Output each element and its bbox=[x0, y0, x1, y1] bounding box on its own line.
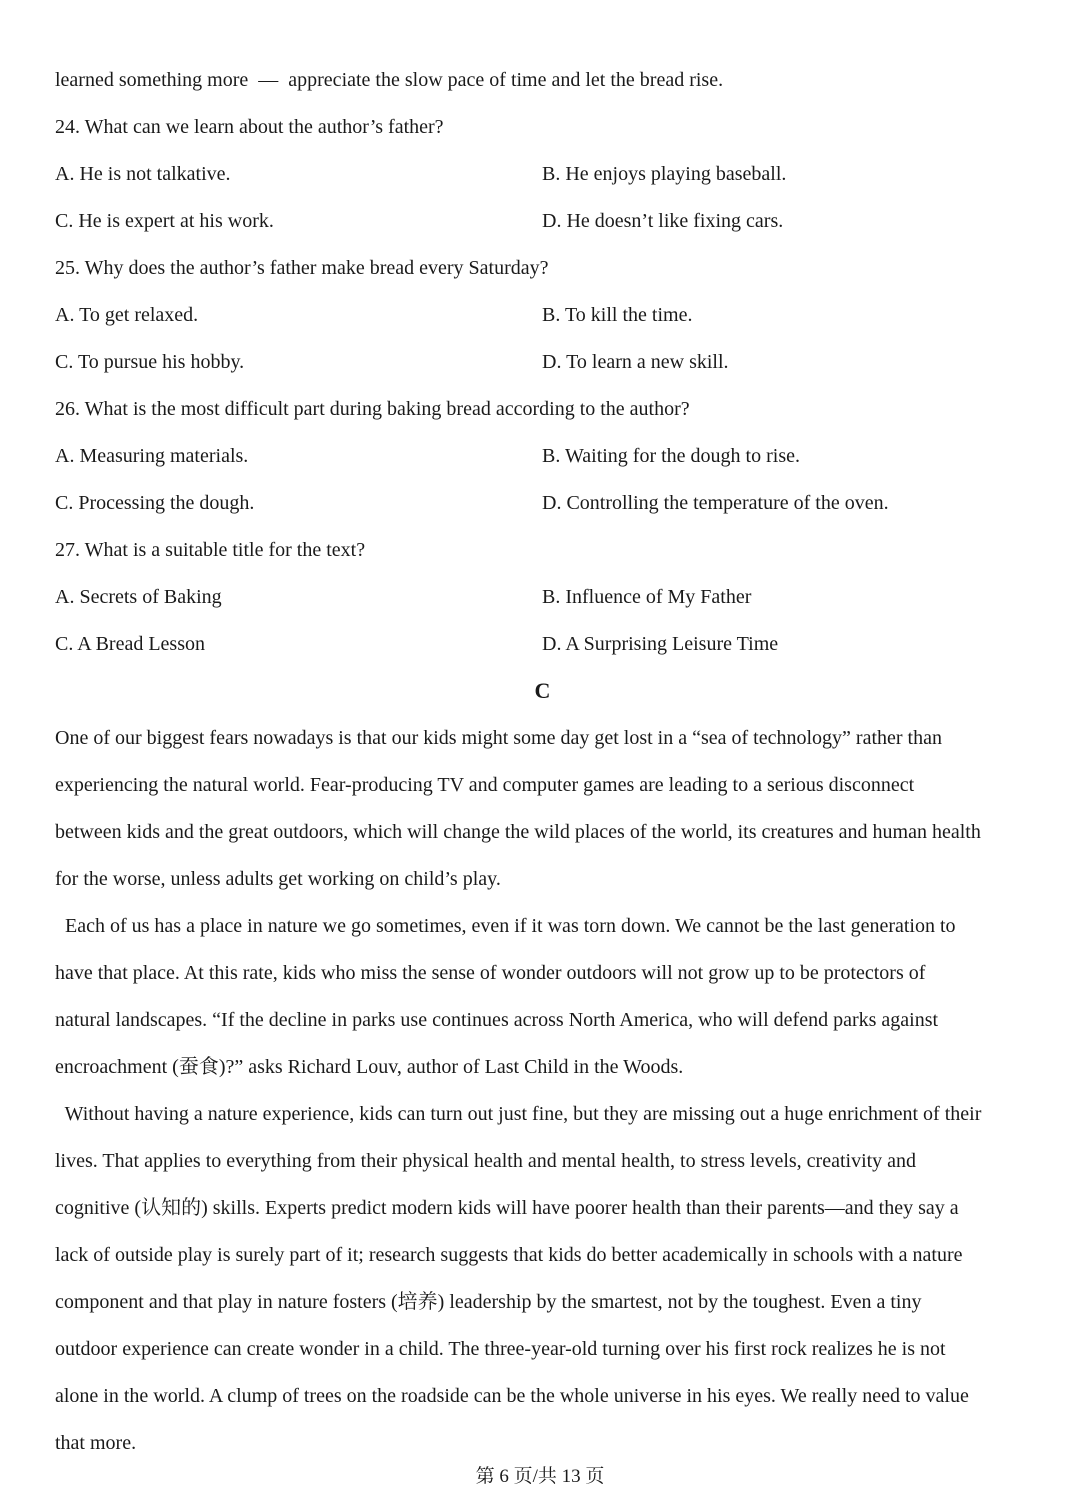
passage-line: have that place. At this rate, kids who miss the sense of wonder outdoors will not grow up to be protectors of bbox=[55, 962, 926, 984]
passage-line: outdoor experience can create wonder in a child. The three-year-old turning over his first rock realizes he is not bbox=[55, 1338, 946, 1360]
question-26-option-a: A. Measuring materials. bbox=[55, 445, 249, 467]
question-25-option-a: A. To get relaxed. bbox=[55, 304, 199, 326]
passage-line: Each of us has a place in nature we go sometimes, even if it was torn down. We cannot be the last generation to bbox=[55, 915, 956, 937]
passage-line: Without having a nature experience, kids can turn out just fine, but they are missing out a huge enrichment of their bbox=[55, 1103, 982, 1125]
question-27-option-b: B. Influence of My Father bbox=[542, 586, 752, 608]
question-24-option-d: D. He doesn’t like fixing cars. bbox=[542, 210, 784, 232]
section-heading: C bbox=[534, 678, 551, 703]
question-25-option-c: C. To pursue his hobby. bbox=[55, 351, 245, 373]
passage-line: between kids and the great outdoors, which will change the wild places of the world, its creatures and human health bbox=[55, 821, 981, 843]
question-27-option-d: D. A Surprising Leisure Time bbox=[542, 633, 779, 655]
question-27-option-c: C. A Bread Lesson bbox=[55, 633, 205, 655]
question-26-stem: 26. What is the most difficult part during baking bread according to the author? bbox=[55, 398, 690, 420]
passage-b-tail: learned something more — appreciate the slow pace of time and let the bread rise. bbox=[55, 69, 724, 91]
passage-line: component and that play in nature fosters (培养) leadership by the smartest, not by the toughest. Even a tiny bbox=[55, 1291, 922, 1313]
question-25-stem: 25. Why does the author’s father make bread every Saturday? bbox=[55, 257, 549, 279]
passage-line: that more. bbox=[55, 1432, 137, 1454]
question-24-stem: 24. What can we learn about the author’s father? bbox=[55, 116, 444, 138]
passage-line: cognitive (认知的) skills. Experts predict modern kids will have poorer health than their parents—and they say a bbox=[55, 1197, 959, 1219]
passage-line: alone in the world. A clump of trees on the roadside can be the whole universe in his eyes. We really need to value bbox=[55, 1385, 969, 1407]
passage-line: lives. That applies to everything from their physical health and mental health, to stress levels, creativity and bbox=[55, 1150, 917, 1172]
passage-line: natural landscapes. “If the decline in parks use continues across North America, who will defend parks against bbox=[55, 1009, 939, 1031]
passage-line: encroachment (蚕食)?” asks Richard Louv, author of Last Child in the Woods. bbox=[55, 1056, 684, 1078]
question-25-option-b: B. To kill the time. bbox=[542, 304, 693, 326]
question-26-option-b: B. Waiting for the dough to rise. bbox=[542, 445, 800, 467]
question-26-option-c: C. Processing the dough. bbox=[55, 492, 255, 514]
question-27-stem: 27. What is a suitable title for the text? bbox=[55, 539, 366, 561]
question-27-option-a: A. Secrets of Baking bbox=[55, 586, 222, 608]
passage-line: experiencing the natural world. Fear-producing TV and computer games are leading to a serious disconnect bbox=[55, 774, 915, 796]
question-24-option-a: A. He is not talkative. bbox=[55, 163, 231, 185]
question-25-option-d: D. To learn a new skill. bbox=[542, 351, 729, 373]
question-24-option-c: C. He is expert at his work. bbox=[55, 210, 274, 232]
page-number-footer: 第 6 页/共 13 页 bbox=[475, 1466, 605, 1487]
passage-line: for the worse, unless adults get working on child’s play. bbox=[55, 868, 501, 890]
question-24-option-b: B. He enjoys playing baseball. bbox=[542, 163, 787, 185]
question-26-option-d: D. Controlling the temperature of the oven. bbox=[542, 492, 889, 514]
passage-line: One of our biggest fears nowadays is that our kids might some day get lost in a “sea of technology” rather than bbox=[55, 727, 942, 749]
passage-line: lack of outside play is surely part of it; research suggests that kids do better academically in schools with a nature bbox=[55, 1244, 963, 1266]
